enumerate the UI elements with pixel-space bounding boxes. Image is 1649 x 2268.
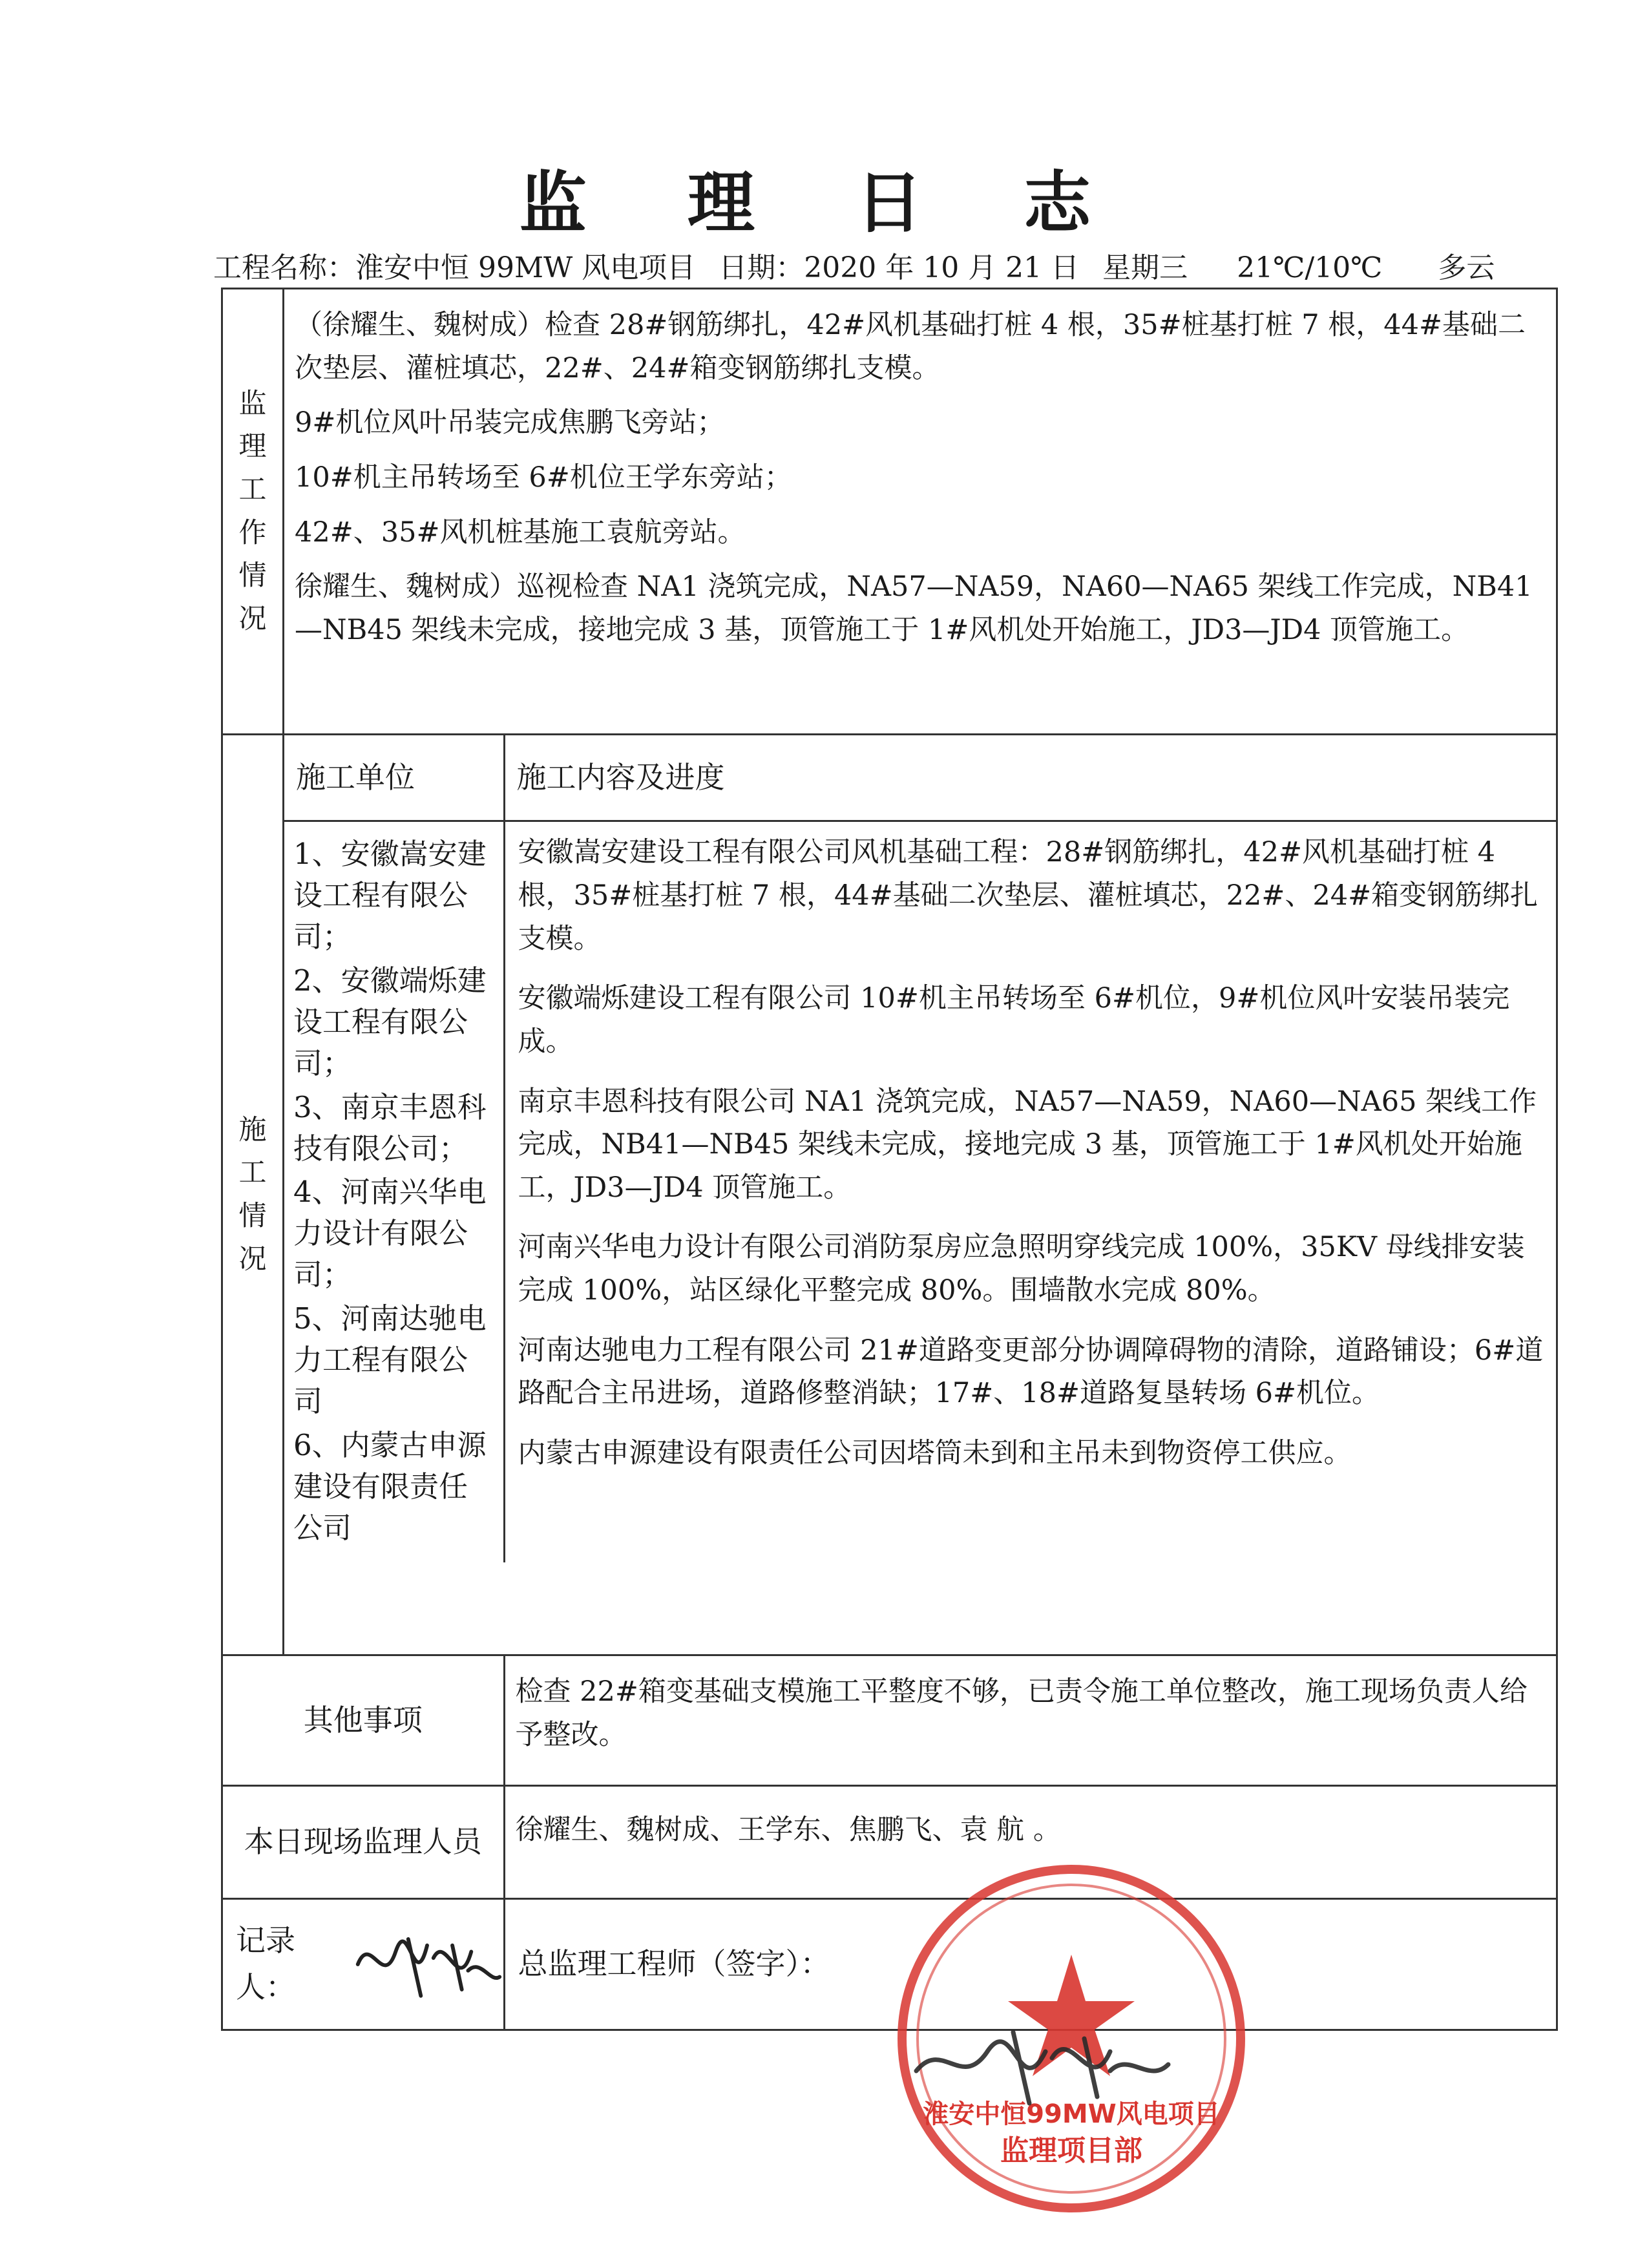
work-label: 监 理 工 作 情 况 bbox=[222, 289, 284, 735]
progress-list bbox=[504, 821, 1556, 1563]
unit-item: 4、河南兴华电力设计有限公司； bbox=[293, 1175, 487, 1292]
recorder-cell bbox=[223, 1898, 504, 2029]
staff-label: 本日现场监理人员 bbox=[223, 1785, 504, 1898]
footer-table bbox=[223, 1656, 1556, 2029]
log-table bbox=[221, 288, 1558, 2031]
unit-item: 2、安徽端烁建设工程有限公司； bbox=[293, 963, 487, 1080]
other-text: 检查 22#箱变基础支模施工平整度不够，已责令施工单位整改，施工现场负责人给予整改。 bbox=[504, 1656, 1556, 1785]
recorder-label: 记录人： bbox=[236, 1923, 295, 2004]
work-line: 徐耀生、魏树成）巡视检查 NA1 浇筑完成，NA57—NA59，NA60—NA65 架线工作完成，NB41—NB45 架线未完成，接地完成 3 基，顶管施工于 1#风机处开始施工，JD3—JD4 顶管施工。 bbox=[295, 571, 1533, 646]
weekday: 星期三 bbox=[1102, 251, 1188, 284]
progress-item: 安徽嵩安建设工程有限公司风机基础工程：28#钢筋绑扎，42#风机基础打桩 4 根，35#桩基打桩 7 根，44#基础二次垫层、灌桩填芯，22#、24#箱变钢筋绑扎支模。 bbox=[518, 836, 1539, 955]
progress-item: 河南达驰电力工程有限公司 21#道路变更部分协调障碍物的清除，道路铺设；6#道路配合主吊进场，道路修整消缺；17#、18#道路复垦转场 6#机位。 bbox=[518, 1334, 1544, 1410]
unit-column-header: 施工单位 bbox=[284, 735, 504, 821]
weather: 多云 bbox=[1438, 251, 1495, 284]
progress-item: 南京丰恩科技有限公司 NA1 浇筑完成，NA57—NA59，NA60—NA65 架线工作完成，NB41—NB45 架线未完成，接地完成 3 基，顶管施工于 1#风机处开始施工，JD3—JD4 顶管施工。 bbox=[518, 1085, 1537, 1204]
recorder-signature bbox=[352, 1919, 503, 2010]
company-seal bbox=[890, 1858, 1252, 2220]
temperature: 21℃/10℃ bbox=[1237, 251, 1383, 284]
progress-item: 内蒙古申源建设有限责任公司因塔筒未到和主吊未到物资停工供应。 bbox=[518, 1436, 1352, 1469]
chief-label: 总监理工程师（签字）： bbox=[518, 1946, 830, 1981]
unit-item: 3、南京丰恩科技有限公司； bbox=[293, 1089, 487, 1166]
construction-table bbox=[284, 735, 1556, 1562]
unit-item: 6、内蒙古申源建设有限责任公司 bbox=[293, 1427, 487, 1545]
content-column-header: 施工内容及进度 bbox=[504, 735, 1556, 821]
log-date: 日期：2020 年 10 月 21 日 bbox=[719, 251, 1080, 284]
work-line: 10#机主吊转场至 6#机位王学东旁站； bbox=[295, 461, 792, 494]
seal-project-text: 淮安中恒99MW风电项目 bbox=[923, 2099, 1220, 2129]
project-name: 工程名称：淮安中恒 99MW 风电项目 bbox=[213, 251, 696, 284]
unit-list bbox=[284, 821, 504, 1563]
progress-item: 河南兴华电力设计有限公司消防泵房应急照明穿线完成 100%，35KV 母线排安装完成 100%，站区绿化平整完成 80%。围墙散水完成 80%。 bbox=[518, 1231, 1525, 1307]
unit-item: 5、河南达驰电力工程有限公司 bbox=[293, 1301, 487, 1418]
other-label: 其他事项 bbox=[223, 1656, 504, 1785]
work-content bbox=[284, 289, 1557, 735]
staff-text: 徐耀生、魏树成、王学东、焦鹏飞、袁 航 。 bbox=[504, 1785, 1556, 1898]
work-line: 42#、35#风机桩基施工袁航旁站。 bbox=[295, 516, 746, 549]
unit-item: 1、安徽嵩安建设工程有限公司； bbox=[293, 837, 487, 954]
construction-label: 施 工 情 况 bbox=[222, 735, 284, 1655]
header-line bbox=[213, 244, 1506, 286]
progress-item: 安徽端烁建设工程有限公司 10#机主吊转场至 6#机位，9#机位风叶安装吊装完成。 bbox=[518, 982, 1510, 1058]
page-title: 监 理 日 志 bbox=[519, 163, 1130, 242]
work-line: 9#机位风叶吊装完成焦鹏飞旁站； bbox=[295, 406, 725, 439]
work-line: （徐耀生、魏树成）检查 28#钢筋绑扎，42#风机基础打桩 4 根，35#桩基打桩 7 根，44#基础二次垫层、灌桩填芯，22#、24#箱变钢筋绑扎支模。 bbox=[295, 309, 1526, 384]
seal-dept-text: 监理项目部 bbox=[1000, 2134, 1142, 2167]
